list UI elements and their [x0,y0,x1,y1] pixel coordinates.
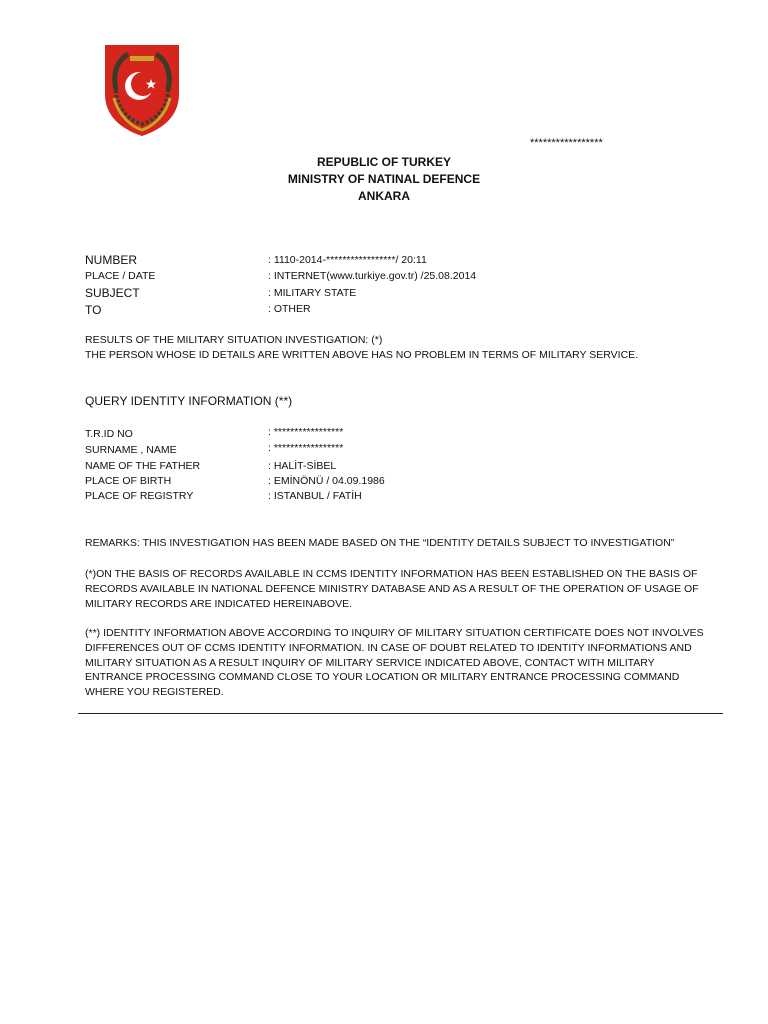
place-date-value: : INTERNET(www.turkiye.gov.tr) /25.08.2014 [268,270,477,282]
remarks-text: REMARKS: THIS INVESTIGATION HAS BEEN MADE BASED ON THE “IDENTITY DETAILS SUBJECT TO INVESTIGATION” [85,537,675,549]
subject-value: : MILITARY STATE [268,287,357,299]
ministry-emblem-logo [102,42,182,138]
to-value: : OTHER [268,303,311,315]
trid-label: T.R.ID NO [85,428,133,440]
birth-place-label: PLACE OF BIRTH [85,475,172,487]
surname-name-value: : ***************** [268,442,344,454]
ministry-heading: MINISTRY OF NATINAL DEFENCE [287,172,481,186]
city-heading: ANKARA [358,189,410,203]
note-double-asterisk: (**) IDENTITY INFORMATION ABOVE ACCORDING TO INQUIRY OF MILITARY SITUATION CERTIFICATE DOES NOT INVOLVES DIFFERENCES OUT OF CCMS IDENTITY INFORMATION. IN CASE OF DOUBT RELATED TO IDENTITY INFORMATIONS AND MILITARY SITUATION AS A RESULT INQUIRY OF MILITARY SERVICE INDICATED ABOVE, CONTACT WITH MILITARY ENTRANCE PROCESSING COMMAND CLOSE TO YOUR LOCATION OR MILITARY ENTRANCE PROCESSING COMMAND WHERE YOU REGISTERED. [85,627,704,699]
father-name-value: : HALİT-SİBEL [268,460,337,472]
number-value: : 1110-2014-*****************/ 20:11 [268,254,427,266]
place-date-label: PLACE / DATE [85,270,156,282]
father-name-label: NAME OF THE FATHER [85,460,201,472]
birth-place-value: : EMİNÖNÜ / 04.09.1986 [268,475,385,487]
to-label: TO [85,303,102,317]
identity-section-title: QUERY IDENTITY INFORMATION (**) [85,394,293,408]
surname-name-label: SURNAME , NAME [85,444,177,456]
results-heading: RESULTS OF THE MILITARY SITUATION INVESTIGATION: (*) [85,334,383,346]
registry-place-value: : ISTANBUL / FATİH [268,490,362,502]
registry-place-label: PLACE OF REGISTRY [85,490,194,502]
number-label: NUMBER [85,253,138,267]
footer-divider [78,713,723,714]
note-single-asterisk: (*)ON THE BASIS OF RECORDS AVAILABLE IN CCMS IDENTITY INFORMATION HAS BEEN ESTABLISHED ON THE BASIS OF RECORDS AVAILABLE IN NATIONAL DEFENCE MINISTRY DATABASE AND AS A RESULT OF THE OPERATION OF USAGE OF MILITARY RECORDS ARE INDICATED HEREINABOVE. [85,568,699,610]
trid-value: : ***************** [268,426,344,438]
subject-label: SUBJECT [85,286,140,300]
country-heading: REPUBLIC OF TURKEY [316,155,451,169]
results-statement: THE PERSON WHOSE ID DETAILS ARE WRITTEN ABOVE HAS NO PROBLEM IN TERMS OF MILITARY SERVICE. [85,349,639,361]
reference-number-masked: ***************** [530,137,603,149]
